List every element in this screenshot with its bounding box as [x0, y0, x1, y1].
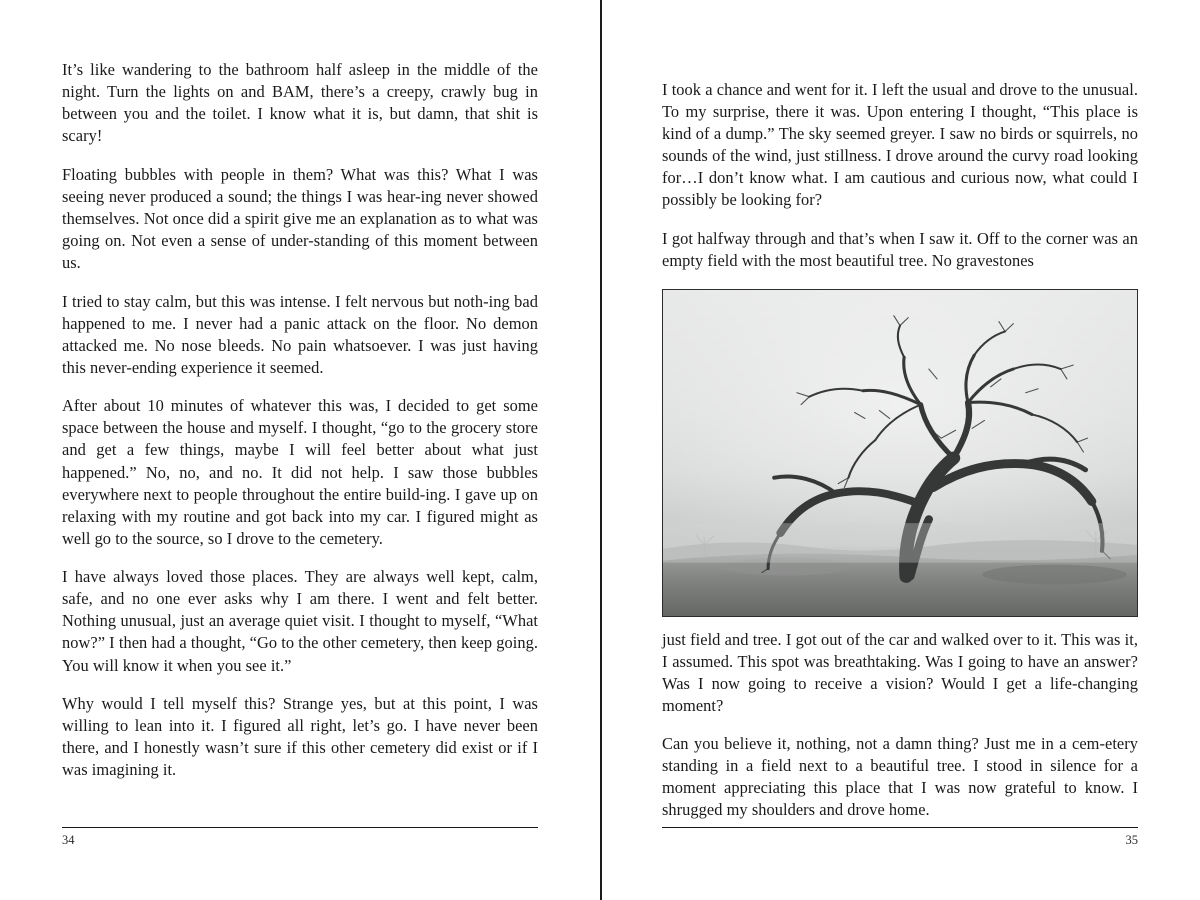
page-number-left: 34	[62, 827, 538, 848]
page-number-right: 35	[662, 827, 1138, 848]
paragraph: After about 10 minutes of whatever this was, I decided to get some space between the house and myself. I thought, “go to the grocery store and get a few things, maybe I will feel better about what just happened.” No, no, and no. It did not help. I saw those bubbles everywhere next to people throughout the entire build-ing. I gave up on relaxing with my routine and got back into my car. I figured might as well go to the source, so I drove to the cemetery.	[62, 396, 538, 548]
paragraph: Why would I tell myself this? Strange yes, but at this point, I was willing to lean into it. I figured all right, let’s go. I have never been there, and I honestly wasn’t sure if this other cemetery did exist or if I was imagining it.	[62, 694, 538, 780]
paragraph: It’s like wandering to the bathroom half asleep in the middle of the night. Turn the lights on and BAM, there’s a creepy, crawly bug in between you and the toilet. I know what it is, but damn, that shit is scary!	[62, 60, 538, 146]
right-page-text-column	[662, 54, 1138, 822]
left-page-text-column	[62, 54, 538, 781]
paragraph: I tried to stay calm, but this was intense. I felt nervous but noth-ing bad happened to me. I never had a panic attack on the floor. No demon attacked me. No nose bleeds. No pain whatsoever. I was just having this never-ending experience it seemed.	[62, 291, 538, 377]
paragraph: Can you believe it, nothing, not a damn thing? Just me in a cem-etery standing in a field next to a beautiful tree. I stood in silence for a moment appreciating this place that I was now grateful to know. I shrugged my shoulders and drove home.	[662, 734, 1138, 820]
bare-tree-in-fog-photograph	[662, 289, 1138, 617]
paragraph: Floating bubbles with people in them? What was this? What I was seeing never produced a sound; the things I was hear-ing never showed themselves. Not once did a spirit give me an explanation as to what was going on. Not even a sense of under-standing of this moment between us.	[62, 164, 538, 272]
paragraph: just field and tree. I got out of the car and walked over to it. This was it, I assumed. This spot was breathtaking. Was I going to have an answer? Was I now going to receive a vision? Would I get a life-changing moment?	[662, 629, 1138, 715]
paragraph: I got halfway through and that’s when I saw it. Off to the corner was an empty field with the most beautiful tree. No gravestones	[662, 228, 1138, 270]
paragraph: I took a chance and went for it. I left the usual and drove to the unusual. To my surprise, there it was. Upon entering I thought, “This place is kind of a dump.” The sky seemed greyer. I saw no birds or squirrels, no sounds of the wind, just stillness. I drove around the curvy road looking for…I don’t know what. I am cautious and curious now, what could I possibly be looking for?	[662, 80, 1138, 210]
paragraph: I have always loved those places. They are always well kept, calm, safe, and no one ever asks why I am there. I went and felt better. Nothing unusual, just an average quiet visit. I thought to myself, “What now?” I then had a thought, “Go to the other cemetery, then keep going. You will know it when you see it.”	[62, 567, 538, 675]
right-page	[600, 0, 1200, 900]
figure	[662, 289, 1138, 617]
tree-illustration	[663, 290, 1137, 616]
